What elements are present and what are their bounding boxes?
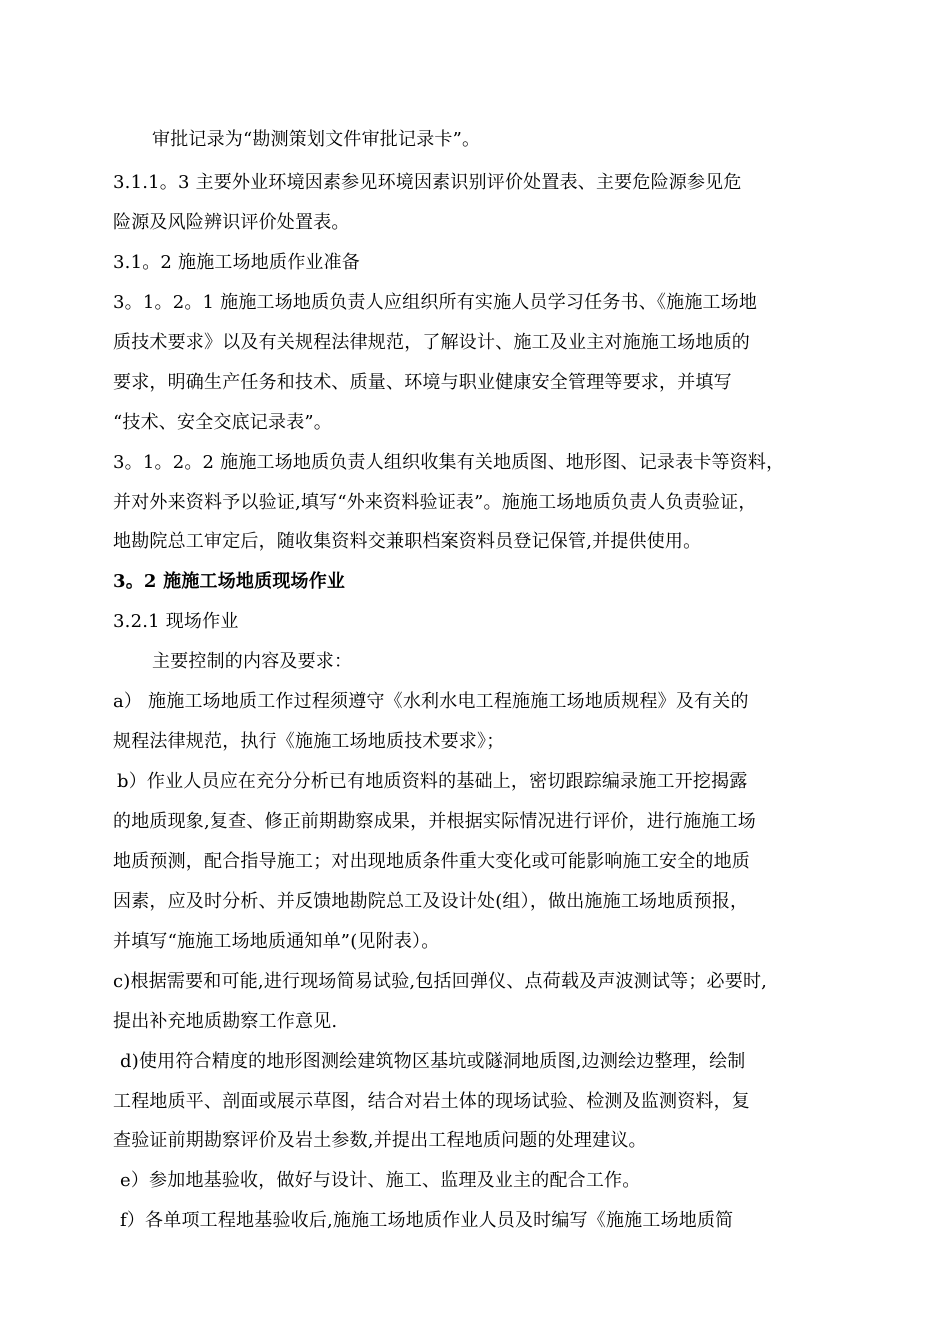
section-heading: 3。2 施施工场地质现场作业 [113, 571, 346, 592]
list-item: d)使用符合精度的地形图测绘建筑物区基坑或隧洞地质图,边测绘边整理，绘制 [120, 1051, 746, 1072]
text-line: 险源及风险辨识评价处置表。 [113, 212, 350, 233]
text-line: 主要控制的内容及要求： [152, 651, 353, 672]
text-line: 并填写“施施工场地质通知单”(见附表）。 [113, 931, 440, 952]
text-line: 因素，应及时分析、并反馈地勘院总工及设计处(组），做出施施工场地质预报， [113, 891, 749, 912]
text-line: 3.1.1。3 主要外业环境因素参见环境因素识别评价处置表、主要危险源参见危 [113, 172, 742, 193]
text-line: 的地质现象,复查、修正前期勘察成果，并根据实际情况进行评价，进行施施工场 [113, 811, 756, 832]
text-line: 提出补充地质勘察工作意见. [113, 1011, 338, 1032]
text-line: 要求，明确生产任务和技术、质量、环境与职业健康安全管理等要求，并填写 [113, 372, 732, 393]
text-line: 质技术要求》以及有关规程法律规范，了解设计、施工及业主对施施工场地质的 [113, 332, 750, 353]
text-line: 地勘院总工审定后，随收集资料交兼职档案资料员登记保管,并提供使用。 [113, 531, 702, 552]
list-item: f）各单项工程地基验收后,施施工场地质作业人员及时编写《施施工场地质简 [120, 1210, 734, 1231]
list-item: b）作业人员应在充分分析已有地质资料的基础上，密切跟踪编录施工开挖揭露 [117, 771, 748, 792]
subsection-heading: 3.2.1 现场作业 [113, 611, 239, 632]
text-line: 查验证前期勘察评价及岩土参数,并提出工程地质问题的处理建议。 [113, 1130, 647, 1151]
text-line: “技术、安全交底记录表”。 [113, 412, 333, 433]
text-line: 地质预测，配合指导施工；对出现地质条件重大变化或可能影响施工安全的地质 [113, 851, 750, 872]
text-line: 规程法律规范，执行《施施工场地质技术要求》； [113, 731, 505, 752]
text-line: 3.1。2 施施工场地质作业准备 [113, 252, 360, 273]
text-line: 3。1。2。1 施施工场地质负责人应组织所有实施人员学习任务书、《施施工场地 [113, 292, 758, 313]
list-item: c)根据需要和可能,进行现场简易试验,包括回弹仪、点荷载及声波测试等；必要时, [113, 971, 768, 992]
list-item: a） 施施工场地质工作过程须遵守《水利水电工程施施工场地质规程》及有关的 [113, 691, 749, 712]
text-line: 工程地质平、剖面或展示草图，结合对岩土体的现场试验、检测及监测资料，复 [113, 1091, 750, 1112]
text-line: 并对外来资料予以验证,填写“外来资料验证表”。施施工场地质负责人负责验证， [113, 492, 757, 513]
list-item: e）参加地基验收，做好与设计、施工、监理及业主的配合工作。 [120, 1170, 641, 1191]
text-line: 审批记录为“勘测策划文件审批记录卡”。 [152, 129, 481, 150]
text-line: 3。1。2。2 施施工场地质负责人组织收集有关地质图、地形图、记录表卡等资料， [113, 452, 785, 473]
